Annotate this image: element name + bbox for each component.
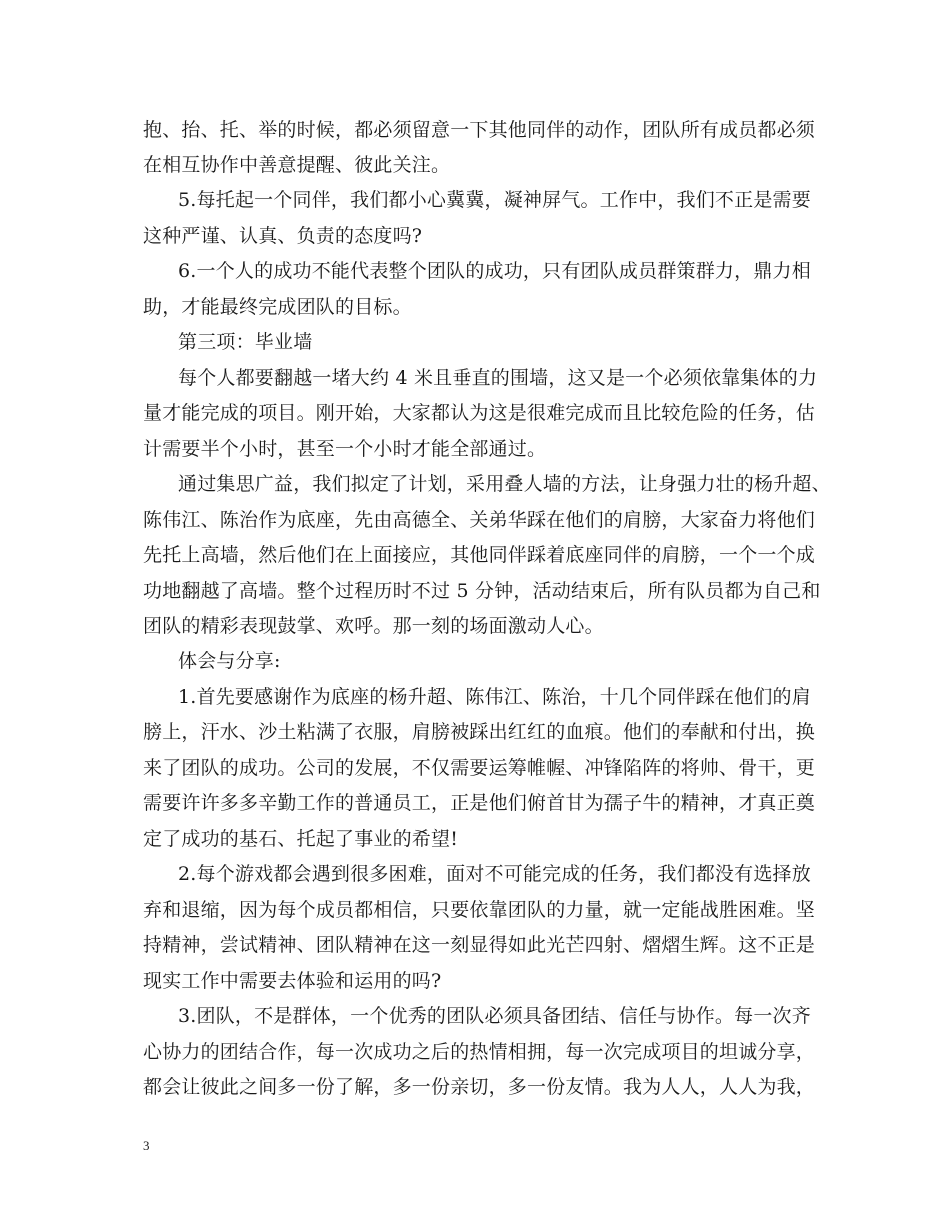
text-line-26: 3.团队，不是群体，一个优秀的团队必须具备团结、信任与协作。每一次齐	[178, 1005, 811, 1027]
text-line-13: 先托上高墙，然后他们在上面接应，其他同伴踩着底座同伴的肩膀，一个一个成	[143, 544, 816, 566]
text-line-21: 定了成功的基石、托起了事业的希望!	[143, 828, 459, 850]
text-line-24: 持精神，尝试精神、团队精神在这一刻显得如此光芒四射、熠熠生辉。这不正是	[143, 934, 816, 956]
text-line-9: 量才能完成的项目。刚开始，大家都认为这是很难完成而且比较危险的任务，估	[143, 402, 816, 424]
text-line-6: 助，才能最终完成团队的目标。	[143, 296, 412, 318]
text-line-17: 1.首先要感谢作为底座的杨升超、陈伟江、陈治，十几个同伴踩在他们的肩	[178, 686, 811, 708]
text-line-8: 每个人都要翻越一堵大约 4 米且垂直的围墙，这又是一个必须依靠集体的力	[178, 367, 818, 389]
text-line-15: 团队的精彩表现鼓掌、欢呼。那一刻的场面激动人心。	[143, 615, 604, 637]
text-line-22: 2.每个游戏都会遇到很多困难，面对不可能完成的任务，我们都没有选择放	[178, 863, 811, 885]
text-line-3: 5.每托起一个同伴，我们都小心冀冀，凝神屏气。工作中，我们不正是需要	[178, 189, 811, 211]
text-line-25: 现实工作中需要去体验和运用的吗?	[143, 970, 442, 992]
text-line-10: 计需要半个小时，甚至一个小时才能全部通过。	[143, 438, 547, 460]
page-number: 3	[143, 1138, 150, 1153]
text-line-27: 心协力的团结合作，每一次成功之后的热情相拥，每一次完成项目的坦诚分享，	[143, 1041, 816, 1063]
section-heading: 第三项：毕业墙	[178, 331, 313, 353]
text-line-1: 抱、抬、托、举的时候，都必须留意一下其他同伴的动作，团队所有成员都必须	[143, 119, 816, 141]
subsection-heading: 体会与分享:	[178, 650, 281, 672]
text-line-23: 弃和退缩，因为每个成员都相信，只要依靠团队的力量，就一定能战胜困难。坚	[143, 899, 816, 921]
text-line-18: 膀上，汗水、沙土粘满了衣服，肩膀被踩出红红的血痕。他们的奉献和付出，换	[143, 721, 816, 743]
text-line-28: 都会让彼此之间多一份了解，多一份亲切，多一份友情。我为人人，人人为我，	[143, 1076, 816, 1098]
text-line-20: 需要许许多多辛勤工作的普通员工，正是他们俯首甘为孺子牛的精神，才真正奠	[143, 792, 816, 814]
text-line-14: 功地翻越了高墙。整个过程历时不过 5 分钟，活动结束后，所有队员都为自己和	[143, 580, 821, 602]
text-line-5: 6.一个人的成功不能代表整个团队的成功，只有团队成员群策群力，鼎力相	[178, 260, 811, 282]
text-line-12: 陈伟江、陈治作为底座，先由高德全、关弟华踩在他们的肩膀，大家奋力将他们	[143, 509, 816, 531]
text-line-2: 在相互协作中善意提醒、彼此关注。	[143, 154, 451, 176]
text-line-4: 这种严谨、认真、负责的态度吗?	[143, 225, 423, 247]
text-line-11: 通过集思广益，我们拟定了计划，采用叠人墙的方法，让身强力壮的杨升超、	[178, 473, 831, 495]
text-line-19: 来了团队的成功。公司的发展，不仅需要运筹帷幄、冲锋陷阵的将帅、骨干，更	[143, 757, 816, 779]
